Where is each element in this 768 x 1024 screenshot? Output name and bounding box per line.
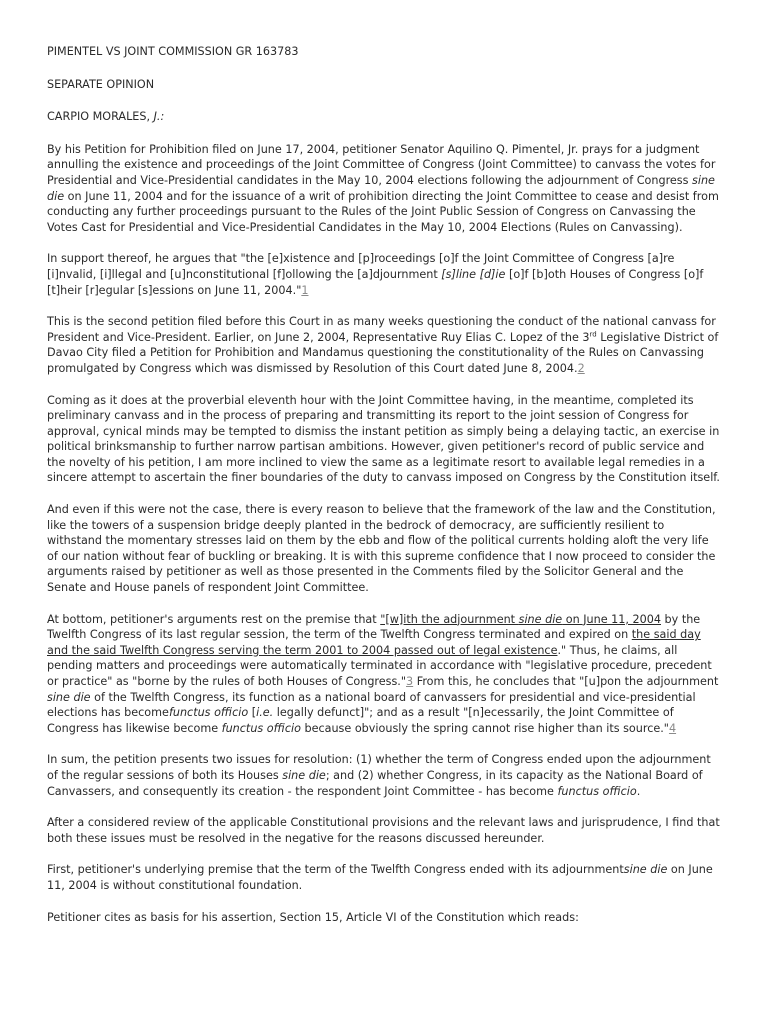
footnote-link-2[interactable]: 2 <box>577 361 585 375</box>
underlined-quote-1: "[w]ith the adjournment sine die on June 11, 2004 <box>380 612 661 626</box>
document-subtitle: SEPARATE OPINION <box>47 77 155 91</box>
paragraph-1: By his Petition for Prohibition filed on June 17, 2004, petitioner Senator Aquilino Q. Pimentel, Jr. prays for a judgment annulling the existence and proceedings of the Joint Committee of Congress (Joint Committee) to canvass the votes for Presidential and Vice-Presidential candidates in the May 10, 2004 elections following the adjournment of Congress sine die on June 11, 2004 and for the issuance of a writ of prohibition directing the Joint Committee to cease and desist from conducting any further proceedings pursuant to the Rules of the Joint Public Session of Congress on Canvassing the Votes Cast for Presidential and Vice-Presidential Candidates in the May 10, 2004 Elections (Rules on Canvassing). <box>47 142 719 234</box>
underlined-quote-2: the said day and the said Twelfth Congress serving the term 2001 to 2004 passed out of legal existence <box>47 628 701 657</box>
paragraph-8: After a considered review of the applicable Constitutional provisions and the relevant laws and jurisprudence, I find that both these issues must be resolved in the negative for the reasons discussed hereunder. <box>47 816 720 845</box>
paragraph-9: First, petitioner's underlying premise that the term of the Twelfth Congress ended with its adjournmentsine die on June 11, 2004 is without constitutional foundation. <box>47 863 713 892</box>
paragraph-4: Coming as it does at the proverbial eleventh hour with the Joint Committee having, in the meantime, completed its preliminary canvass and in the process of preparing and transmitting its report to the joint session of Congress for approval, cynical minds may be tempted to dismiss the instant petition as simply being a delaying tactic, an exercise in political brinksmanship to further narrow partisan ambitions. However, given petitioner's record of public service and the novelty of his petition, I am more inclined to view the same as a legitimate resort to available legal remedies in a sincere attempt to ascertain the finer boundaries of the duty to canvass imposed on Congress by the Constitution itself. <box>47 393 720 485</box>
paragraph-7: In sum, the petition presents two issues for resolution: (1) whether the term of Congress ended upon the adjournment of the regular sessions of both its Houses sine die; and (2) whether Congress, in its capacity as the National Board of Canvassers, and consequently its creation - the respondent Joint Committee - has become functus officio. <box>47 753 711 798</box>
paragraph-6: At bottom, petitioner's arguments rest on the premise that "[w]ith the adjournment sine die on June 11, 2004 by the Twelfth Congress of its last regular session, the term of the Twelfth Congress terminated and expired on the said day and the said Twelfth Congress serving the term 2001 to 2004 passed out of legal existence." Thus, he claims, all pending matters and proceedings were automatically terminated in accordance with "legislative procedure, precedent or practice" as "borne by the rules of both Houses of Congress."3 From this, he concludes that "[u]pon the adjournment sine die of the Twelfth Congress, its function as a national board of canvassers for presidential and vice-presidential elections has becomefunctus officio [i.e. legally defunct]"; and as a result "[n]ecessarily, the Joint Committee of Congress has likewise become functus officio because obviously the spring cannot rise higher than its source."4 <box>47 612 719 735</box>
footnote-link-1[interactable]: 1 <box>301 283 309 297</box>
paragraph-3: This is the second petition filed before this Court in as many weeks questioning the conduct of the national canvass for President and Vice-President. Earlier, on June 2, 2004, Representative Ruy Elias C. Lopez of the 3rd Legislative District of Davao City filed a Petition for Prohibition and Mandamus questioning the constitutionality of the Rules on Canvassing promulgated by Congress which was dismissed by Resolution of this Court dated June 8, 2004.2 <box>47 315 719 375</box>
footnote-link-3[interactable]: 3 <box>406 675 414 688</box>
footnote-link-4[interactable]: 4 <box>668 721 677 735</box>
document-title: PIMENTEL VS JOINT COMMISSION GR 163783 <box>47 45 299 58</box>
opinion-author: CARPIO MORALES, J.: <box>47 110 165 124</box>
paragraph-2: In support thereof, he argues that "the [e]xistence and [p]roceedings [o]f the Joint Committee of Congress [a]re [i]nvalid, [i]llegal and [u]nconstitutional [f]ollowing the [a]djournment [s]line [d]ie [o]f [b]oth Houses of Congress [o]f [t]heir [r]egular [s]essions on June 11, 2004."1 <box>47 252 704 297</box>
paragraph-10: Petitioner cites as basis for his assertion, Section 15, Article VI of the Constitution which reads: <box>47 910 579 924</box>
paragraph-5: And even if this were not the case, there is every reason to believe that the framework of the law and the Constitution, like the towers of a suspension bridge deeply planted in the bedrock of democracy, are sufficiently resilient to withstand the momentary stresses laid on them by the ebb and flow of the political currents holding aloft the very life of our nation without fear of buckling or breaking. It is with this supreme confidence that I now proceed to consider the arguments raised by petitioner as well as those presented in the Comments filed by the Solicitor General and the Senate and House panels of respondent Joint Committee. <box>47 503 716 595</box>
